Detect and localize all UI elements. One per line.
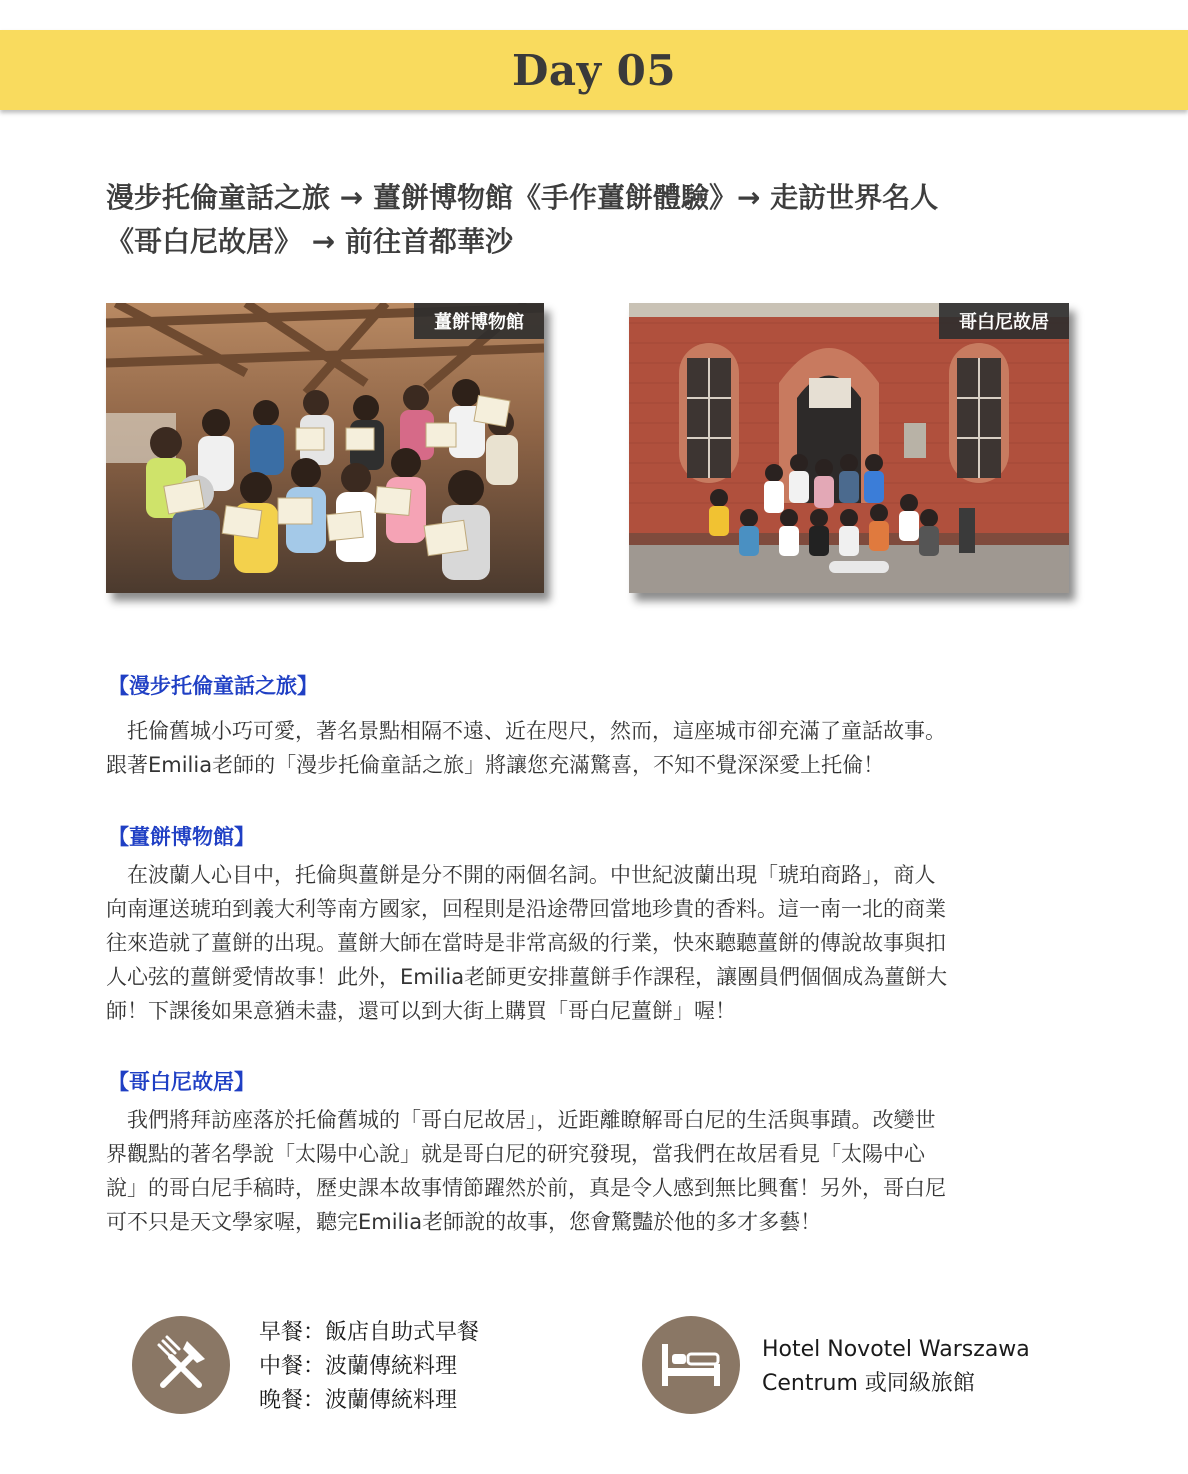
day-title: Day 05 [511, 45, 677, 95]
paragraph-line: 界觀點的著名學說「太陽中心說」就是哥白尼的研究發現，當我們在故居看見「太陽中心 [106, 1142, 925, 1166]
fork-knife-icon [132, 1316, 230, 1414]
meal-lunch: 中餐：波蘭傳統料理 [259, 1354, 458, 1379]
bed-icon [642, 1316, 740, 1414]
group-photo-gingerbread-workshop [106, 303, 544, 593]
section-heading-torun-fairytale: 【漫步托倫童話之旅】 [108, 674, 318, 698]
gingerbread-museum-photo [106, 303, 544, 593]
group-photo-copernicus-house [629, 303, 1069, 593]
meal-dinner: 晚餐：波蘭傳統料理 [259, 1388, 458, 1413]
section-heading-gingerbread-museum: 【薑餅博物館】 [108, 825, 255, 849]
paragraph-line: 我們將拜訪座落於托倫舊城的「哥白尼故居」，近距離瞭解哥白尼的生活與事蹟。改變世 [106, 1108, 936, 1132]
paragraph-line: 師！下課後如果意猶未盡，還可以到大街上購買「哥白尼薑餅」喔！ [106, 999, 736, 1023]
paragraph-line: 跟著Emilia老師的「漫步托倫童話之旅」將讓您充滿驚喜，不知不覺深深愛上托倫！ [106, 753, 885, 777]
photo-label-copernicus-house: 哥白尼故居 [939, 303, 1069, 339]
meal-list [259, 1316, 479, 1418]
section-text-copernicus-house [106, 1103, 1084, 1239]
hotel-name-line-2: Centrum 或同級旅館 [762, 1371, 975, 1396]
route-line-2: 《哥白尼故居》 → 前往首都華沙 [106, 225, 513, 258]
day-banner [0, 30, 1188, 110]
paragraph-line: 在波蘭人心目中，托倫與薑餅是分不開的兩個名詞。中世紀波蘭出現「琥珀商路」，商人 [106, 863, 936, 887]
paragraph-line: 可不只是天文學家喔，聽完Emilia老師說的故事，您會驚豔於他的多才多藝！ [106, 1210, 822, 1234]
paragraph-line: 說」的哥白尼手稿時，歷史課本故事情節躍然於前，真是令人感到無比興奮！另外，哥白尼 [106, 1176, 946, 1200]
meal-breakfast: 早餐：飯店自助式早餐 [259, 1320, 480, 1345]
paragraph-line: 往來造就了薑餅的出現。薑餅大師在當時是非常高級的行業，快來聽聽薑餅的傳說故事與扣 [106, 931, 946, 955]
hotel-name-line-1: Hotel Novotel Warszawa [762, 1337, 1030, 1362]
paragraph-line: 人心弦的薑餅愛情故事！此外，Emilia老師更安排薑餅手作課程，讓團員們個個成為薑餅大 [106, 965, 948, 989]
route-line-1: 漫步托倫童話之旅 → 薑餅博物館《手作薑餅體驗》→ 走訪世界名人 [106, 181, 939, 214]
photo-label-gingerbread-museum: 薑餅博物館 [414, 303, 544, 339]
section-text-gingerbread-museum [106, 858, 1084, 1028]
paragraph-line: 向南運送琥珀到義大利等南方國家，回程則是沿途帶回當地珍貴的香料。這一南一北的商業 [106, 897, 946, 921]
section-heading-copernicus-house: 【哥白尼故居】 [108, 1070, 255, 1094]
hotel-info [762, 1333, 1092, 1401]
route-title [106, 176, 1096, 264]
section-text-torun-fairytale [106, 714, 1084, 782]
paragraph-line: 托倫舊城小巧可愛，著名景點相隔不遠、近在咫尺，然而，這座城市卻充滿了童話故事。 [106, 719, 946, 743]
copernicus-house-photo [629, 303, 1069, 593]
